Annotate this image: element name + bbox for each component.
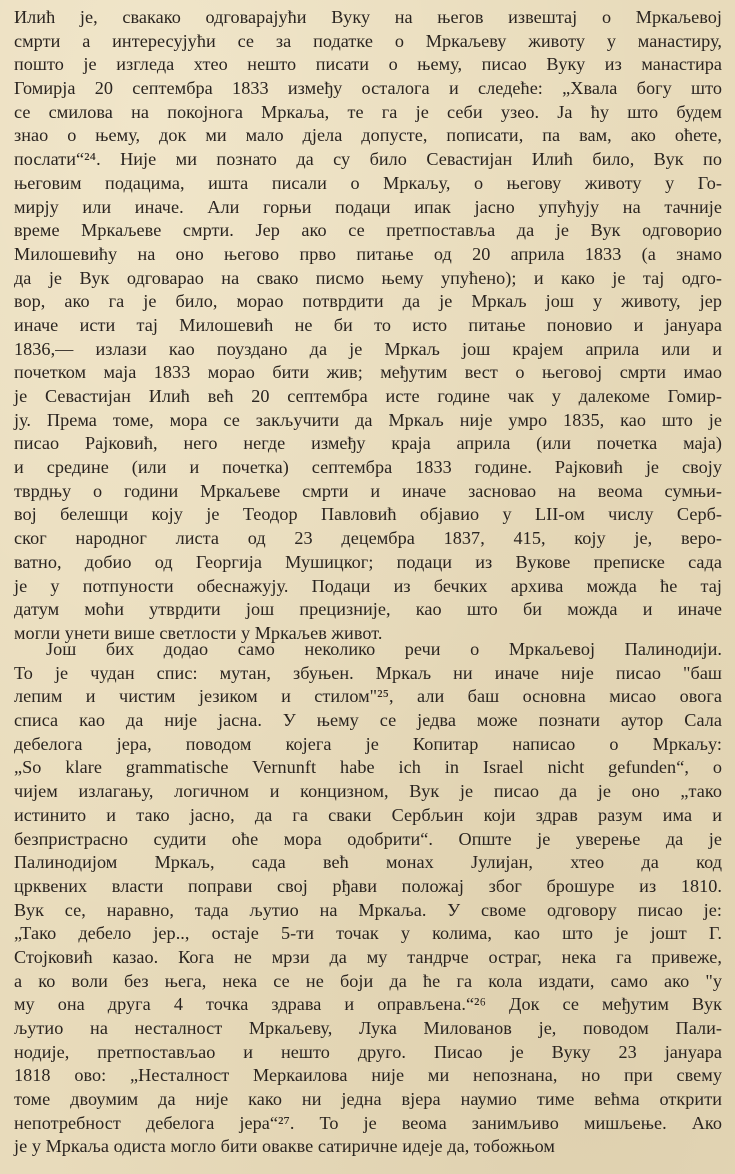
text-line: списа као да није јасна. У њему се једва може познати аутор Сала <box>14 710 722 731</box>
text-line: 1836,— излази као поуздано да је Мркаљ још крајем априла или и <box>14 338 722 359</box>
text-line: тврдњу о години Мркаљеве смрти и иначе засновао на веома сумњи- <box>14 480 722 501</box>
text-line: се смилова на покојнога Мркаља, те га је себи узео. Ја ћу што будем <box>14 101 722 122</box>
text-line: безпристрасно судити оће мора одобрити“. Опште је уверење да је <box>14 828 722 849</box>
text-line: почетком маја 1833 морао бити жив; међутим вест о његовој смрти имао <box>14 362 722 383</box>
text-line: нодије, претпостављао и нешто друго. Писао је Вуку 23 јануара <box>14 1041 722 1062</box>
text-line: послати“²⁴. Није ми познато да су било Севастијан Илић било, Вук по <box>14 149 722 170</box>
text-line: 1818 ово: „Несталност Меркаилова није ми непознана, но при свему <box>14 1065 722 1086</box>
text-line: ског народног листа од 23 децембра 1837, 415, коју је, веро- <box>14 528 722 549</box>
text-line: а ко воли без њега, нека се не боји да ће га кола издати, само ако "у <box>14 970 722 991</box>
text-line: ватно, добио од Георгија Мушицког; подаци из Вукове преписке сада <box>14 551 722 572</box>
text-line: време Мркаљеве смрти. Јер ако се претпоставља да је Вук одговорио <box>14 220 722 241</box>
text-line: дебелога јера, поводом којега је Копитар написао о Мркаљу: <box>14 733 722 754</box>
text-line: Још бих додао само неколико речи о Мркаљевој Палинодији. <box>46 639 722 659</box>
text-line: Гомирја 20 септембра 1833 између осталога и следеће: „Хвала богу што <box>14 78 722 99</box>
text-line: лепим и чистим језиком и стилом"²⁵, али баш основна мисао овога <box>14 686 722 707</box>
text-line: његовим подацима, ишта писали о Мркаљу, о његову животу у Го- <box>14 172 722 193</box>
text-line: непотребност дебелога јера“²⁷. То је веома занимљиво мишљење. Ако <box>14 1112 722 1133</box>
text-line: је у Мркаља одиста могло бити овакве сатиричне идеје да, тобожњом <box>14 1136 555 1157</box>
text-line: мирју или иначе. Али горњи подаци ипак јасно упућују на тачније <box>14 196 722 217</box>
text-line: „So klare grammatische Vernunft habe ich in Israel nicht gefunden“, о <box>14 757 722 778</box>
text-line: и средине (или и почетка) септембра 1833 године. Рајковић је своју <box>14 457 722 478</box>
paragraph-1 <box>14 6 722 646</box>
text-line: Илић је, свакако одговарајући Вуку на његов извештај о Мркаљевој <box>14 7 722 27</box>
text-line: је у потпуности обеснажују. Подаци из бечких архива можда ће тај <box>14 575 722 596</box>
text-line: Милошевићу на оно његово прво питање од 20 априла 1833 (а знамо <box>14 243 722 264</box>
text-line: Палинодијом Мркаљ, сада већ монах Јулијан, хтео да код <box>14 852 722 873</box>
text-line: црквених власти поправи свој рђави положај због брошуре из 1810. <box>14 875 722 896</box>
text-line: могли унети више светлости у Мркаљев живот. <box>14 622 383 643</box>
text-line: „Тако дебело јер.., остаје 5-ти точак у колима, као што је јошт Г. <box>14 923 722 944</box>
text-line: томе двоумим да није како ни једна вјера наумио тиме већма открити <box>14 1089 722 1110</box>
text-line: ју. Према томе, мора се закључити да Мркаљ није умро 1835, као што је <box>14 409 722 430</box>
text-line: вор, ако га је било, морао потврдити да је Мркаљ још у животу, јер <box>14 291 722 312</box>
text-line: смрти а интересујући се за податке о Мркаљеву животу у манастиру, <box>14 30 722 51</box>
text-line: знао о њему, док ми мало дјела допусте, пописати, па вам, ако оћете, <box>14 125 722 146</box>
text-line: му она друга 4 точка здрава и оправљена.“²⁶ Док се међутим Вук <box>14 994 722 1015</box>
text-line: вој белешци коју је Теодор Павловић објавио у LII-ом числу Серб- <box>14 504 722 525</box>
text-line: датум моћи утврдити још прецизније, као што би можда и иначе <box>14 599 722 620</box>
text-line: Стојковић казао. Кога не мрзи да му тандрче остраг, нека га привеже, <box>14 946 722 967</box>
text-line: чијем излагању, логичном и концизном, Вук је писао да је оно „тако <box>14 781 722 802</box>
text-line: писао Рајковић, него негде између краја априла (или почетка маја) <box>14 433 722 454</box>
text-line: љутио на несталност Мркаљеву, Лука Милованов је, поводом Пали- <box>14 1018 722 1038</box>
text-line: иначе исти тај Милошевић не би то исто питање поновио и јануара <box>14 314 722 335</box>
text-line: да је Вук одговарао на свако писмо њему упућено); и како је тај одго- <box>14 267 722 288</box>
text-line: Вук се, наравно, тада љутио на Мркаља. У своме одговору писао је: <box>14 899 722 920</box>
paragraph-2 <box>14 638 722 1159</box>
text-line: истинито и тако јасно, да га сваки Сербљин који здрав разум има и <box>14 804 722 825</box>
text-line: је Севастијан Илић већ 20 септембра исте године чак у далекоме Гомир- <box>14 386 722 406</box>
text-line: То је чудан спис: мутан, збуњен. Мркаљ ни иначе није писао "баш <box>14 662 722 683</box>
text-line: пошто је изгледа хтео нешто писати о њему, писао Вуку из манастира <box>14 54 722 75</box>
